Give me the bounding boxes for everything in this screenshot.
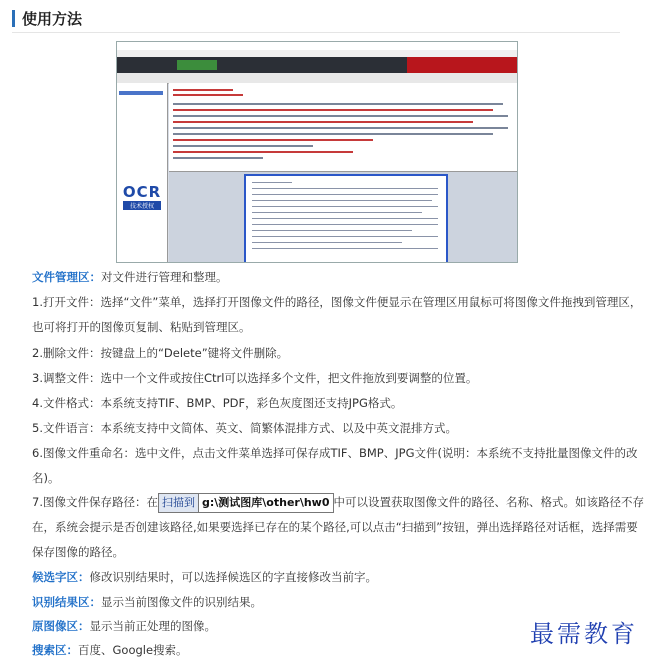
item-text: 显示当前正处理的图像。 [89, 619, 216, 633]
original-image-panel [169, 172, 517, 262]
watermark-logo: 最需教育 [530, 620, 638, 648]
app-titlebar [117, 42, 517, 50]
ocr-logo-text: OCR [122, 183, 162, 201]
section-header [12, 6, 620, 33]
item-label: 搜索区： [32, 643, 78, 657]
toolbar-logo [177, 60, 217, 70]
ad-banner [407, 57, 517, 73]
item-text: 5.文件语言：本系统支持中文简体、英文、简繁体混排方式、以及中英文混排方式。 [32, 421, 457, 435]
item-text: 对文件进行管理和整理。 [101, 270, 228, 284]
item-candidate-area [14, 565, 648, 590]
item-text: 3.调整文件：选中一个文件或按住Ctrl可以选择多个文件，把文件拖放到要调整的位置。 [32, 371, 478, 385]
path-value: g:\测试图库\other\hw0 [201, 495, 330, 509]
item-text-before: 7.图像文件保存路径：在 [32, 495, 158, 509]
item-result-area [14, 590, 648, 615]
app-menubar [117, 50, 517, 57]
item-label: 文件管理区： [32, 270, 101, 284]
item-text: 6.图像文件重命名：选中文件，点击文件菜单选择可保存成TIF、BMP、JPG文件(说明：本系统不支持批量图像文件的改名)。 [32, 446, 638, 485]
item-delete-file [14, 341, 648, 366]
header-accent-bar [12, 10, 15, 27]
item-file-language [14, 416, 648, 441]
selected-file [119, 91, 163, 95]
item-label: 识别结果区： [32, 595, 101, 609]
recognition-result-panel [169, 83, 517, 172]
item-save-path [14, 490, 648, 565]
item-label: 原图像区： [32, 619, 90, 633]
section-title: 使用方法 [22, 10, 83, 28]
item-text: 修改识别结果时，可以选择候选区的字直接修改当前字。 [89, 570, 377, 584]
item-open-file [14, 290, 648, 340]
ocr-logo-sub: 技术授权 [123, 201, 161, 210]
item-label: 候选字区： [32, 570, 90, 584]
file-manager-panel [117, 83, 168, 262]
scan-to-button: 扫描到 [159, 494, 199, 512]
item-text-after: 中可以设置获取图像文件的路径、名称、格式。如该路径不存在，系统会提示是否创建该路径,如果要选择已存在的某个路径,可以点击“扫描到”按钮，弹出选择路径对话框，选择需要保存图像的路径。 [32, 495, 644, 559]
item-text: 4.文件格式：本系统支持TIF、BMP、PDF，彩色灰度图还支持JPG格式。 [32, 396, 403, 410]
item-text: 1.打开文件：选择“文件”菜单，选择打开图像文件的路径，图像文件便显示在管理区用鼠标可将图像文件拖拽到管理区，也可将打开的图像页复制、粘贴到管理区。 [32, 295, 642, 334]
ocr-logo [119, 183, 165, 243]
item-text: 百度、Google搜索。 [78, 643, 188, 657]
item-adjust-file [14, 366, 648, 391]
app-toolbar [117, 57, 517, 73]
image-page [244, 174, 448, 263]
item-text: 2.删除文件：按键盘上的“Delete”键将文件删除。 [32, 346, 289, 360]
item-rename [14, 441, 648, 491]
path-input-snapshot [158, 493, 334, 513]
item-file-format [14, 391, 648, 416]
item-text: 显示当前图像文件的识别结果。 [101, 595, 262, 609]
app-screenshot [116, 41, 518, 263]
item-file-manager [14, 265, 648, 290]
